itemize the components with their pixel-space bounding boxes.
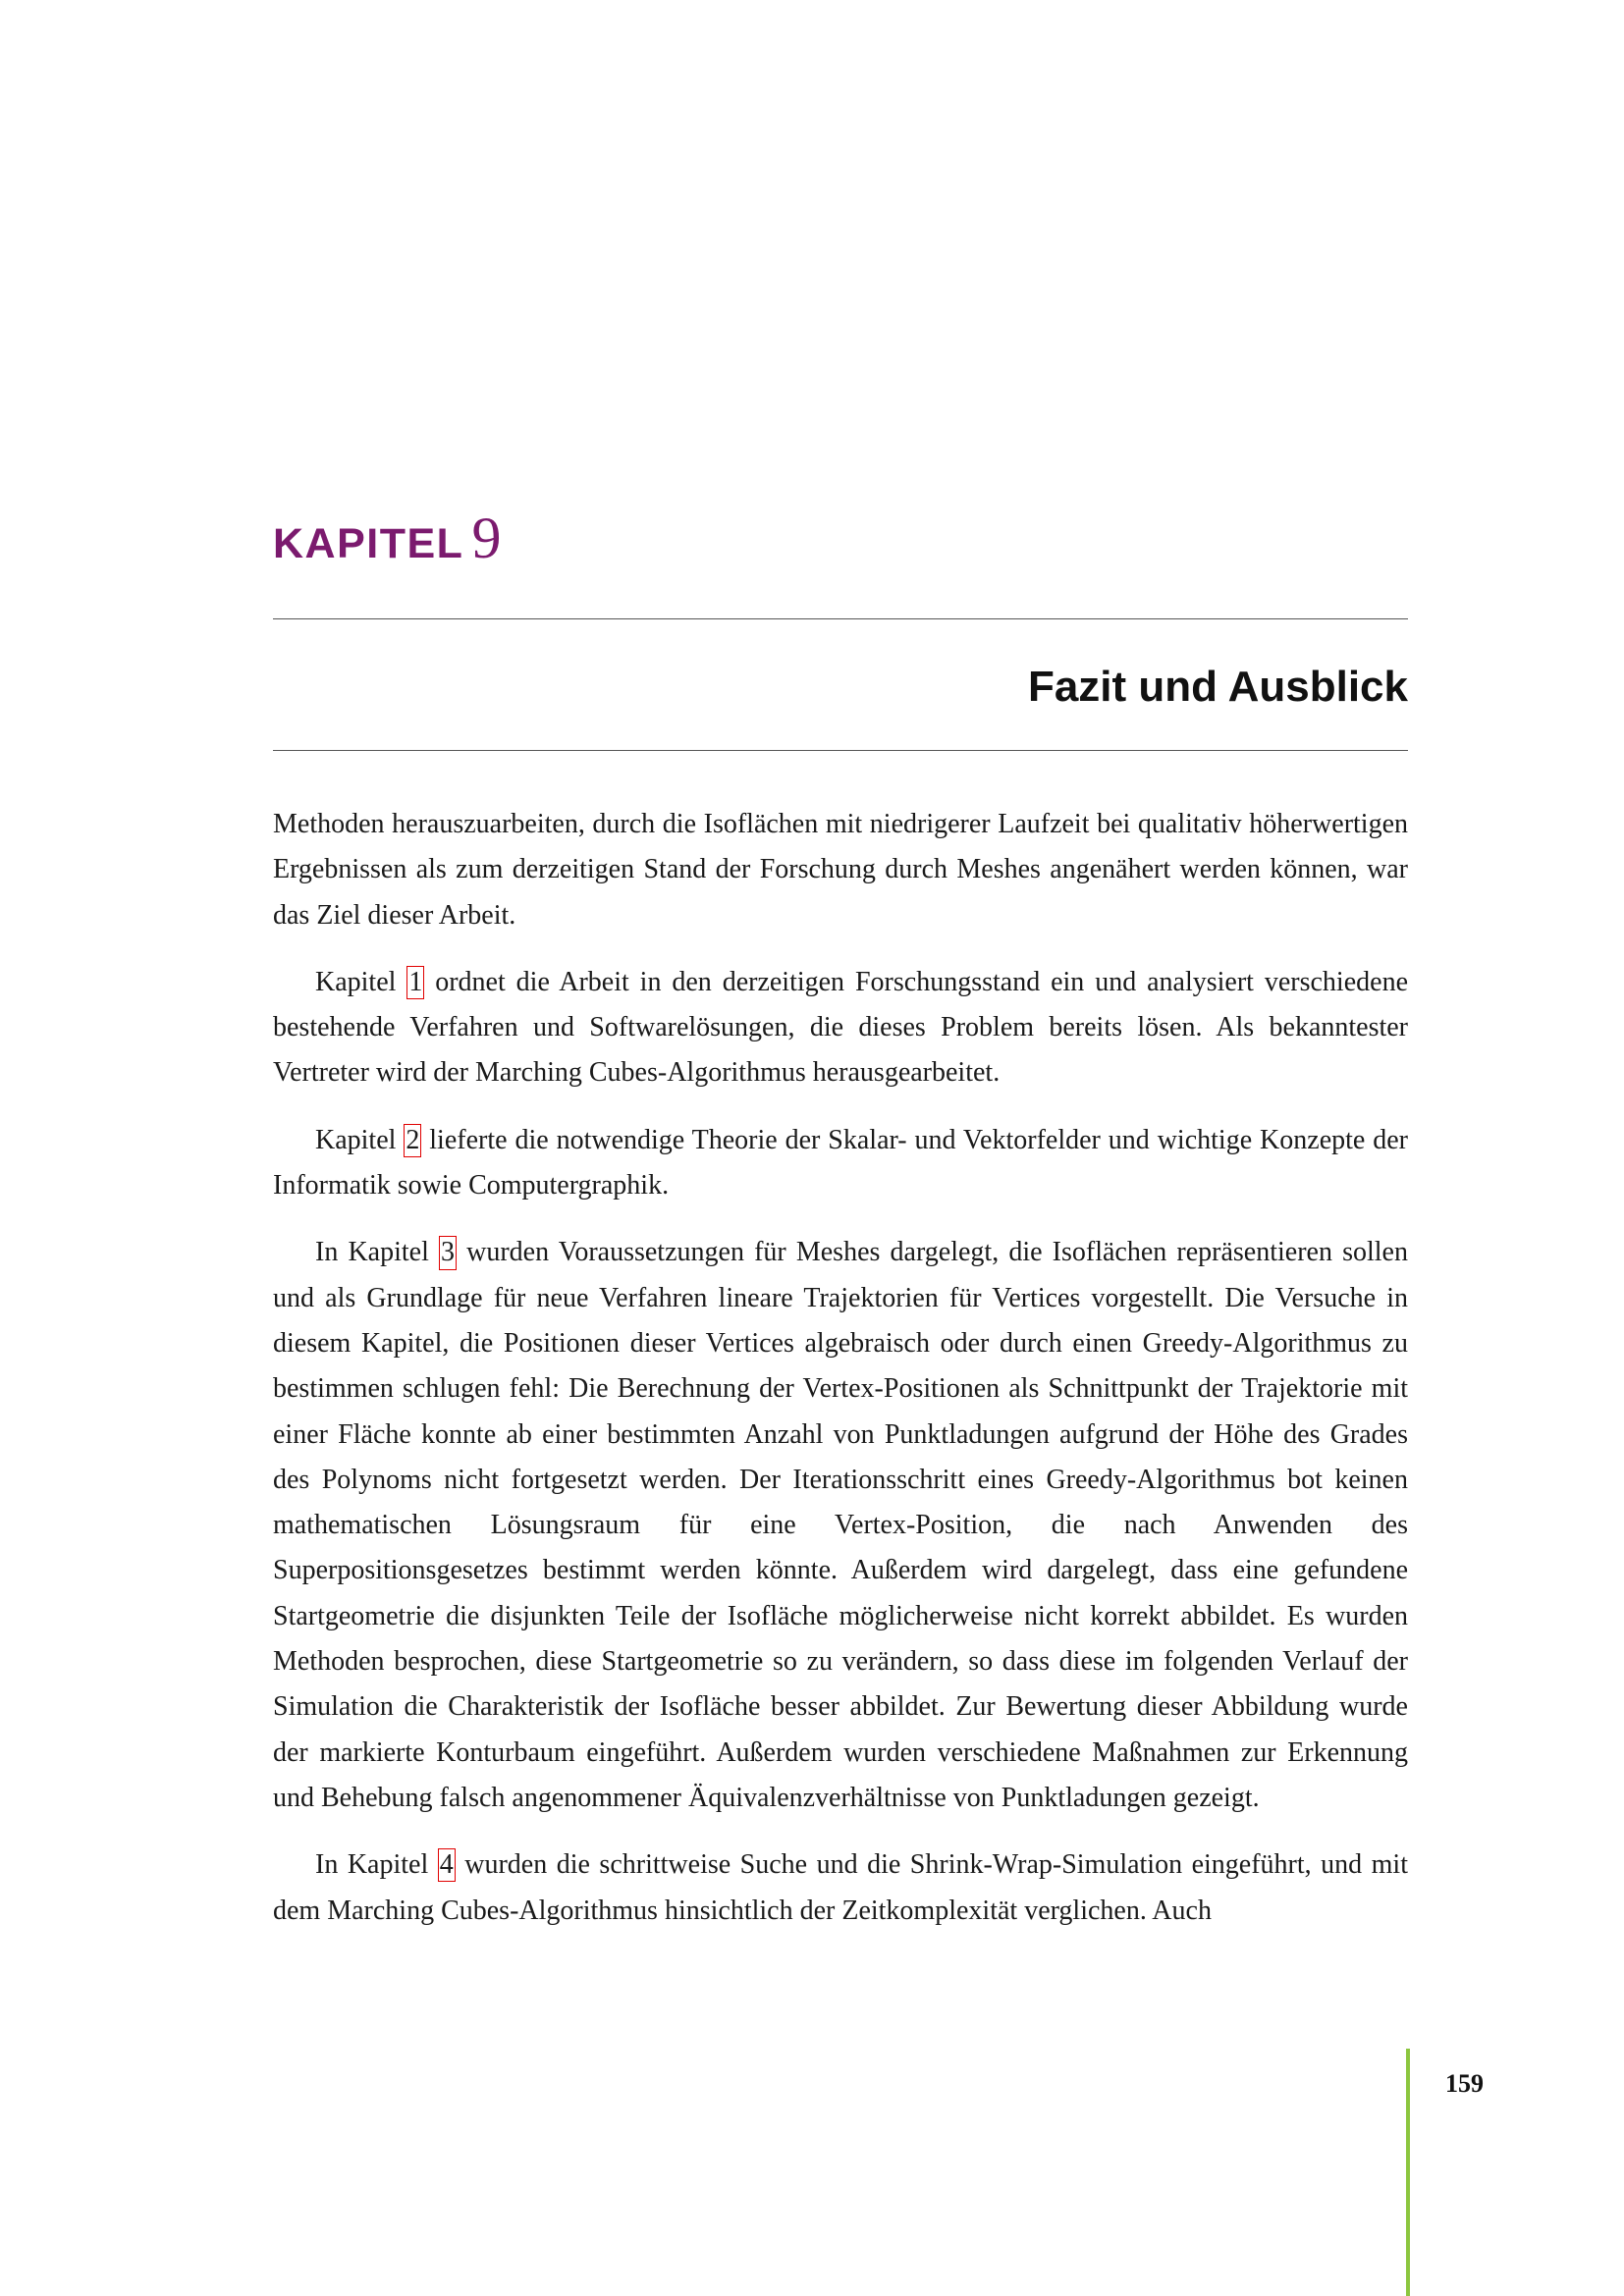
paragraph-text-post: lieferte die notwendige Theorie der Skalar- und Vektorfelder und wichtige Konzepte der Informatik sowie Computergraphik. <box>273 1124 1408 1201</box>
body-text <box>273 802 1408 1955</box>
chapter-ref-link-1[interactable]: 1 <box>406 966 424 999</box>
paragraph-text-post: wurden Voraussetzungen für Meshes dargelegt, die Isoflächen repräsentieren sollen und als Grundlage für neue Verfahren lineare Trajektorien für Vertices vorgestellt. Die Versuche in diesem Kapitel, die Positionen dieser Vertices algebraisch oder durch einen Greedy-Algorithmus zu bestimmen schlugen fehl: Die Berechnung der Vertex-Positionen als Schnittpunkt der Trajektorie mit einer Fläche konnte ab einer bestimmten Anzahl von Punktladungen aufgrund der Höhe des Grades des Polynoms nicht fortgesetzt werden. Der Iterationsschritt eines Greedy-Algorithmus bot keinen mathematischen Lösungsraum für eine Vertex-Position, die nach Anwenden des Superpositionsgesetzes bestimmt werden könnte. Außerdem wird dargelegt, dass eine gefundene Startgeometrie die disjunkten Teile der Isofläche möglicherweise nicht korrekt abbildet. Es wurden Methoden besprochen, diese Startgeometrie so zu verändern, so dass diese im folgenden Verlauf der Simulation die Charakteristik der Isofläche besser abbildet. Zur Bewertung dieser Abbildung wurde der markierte Konturbaum eingeführt. Außerdem wurden verschiedene Maßnahmen zur Erkennung und Behebung falsch angenommener Äquivalenzverhältnisse von Punktladungen gezeigt. <box>273 1237 1408 1813</box>
paragraph-chapter-4 <box>273 1842 1408 1934</box>
chapter-label <box>273 506 502 570</box>
chapter-title: Fazit und Ausblick <box>1027 663 1408 711</box>
paragraph-text-pre: Kapitel <box>315 966 407 997</box>
paragraph-text-post: ordnet die Arbeit in den derzeitigen Forschungsstand ein und analysiert verschiedene bestehende Verfahren und Softwarelösungen, die dieses Problem bereits lösen. Als bekanntester Vertreter wird der Marching Cubes-Algorithmus herausgearbeitet. <box>273 966 1408 1089</box>
paragraph-text-post: wurden die schrittweise Suche und die Shrink-Wrap-Simulation eingeführt, und mit dem Marching Cubes-Algorithmus hinsichtlich der Zeitkomplexität verglichen. Auch <box>273 1849 1408 1926</box>
margin-accent-bar <box>1406 2049 1410 2296</box>
chapter-ref-link-3[interactable]: 3 <box>439 1236 457 1269</box>
chapter-ref-link-4[interactable]: 4 <box>438 1848 456 1882</box>
paragraph-chapter-2 <box>273 1118 1408 1209</box>
chapter-rule-top <box>273 618 1408 619</box>
page-number: 159 <box>1445 2069 1484 2098</box>
paragraph-intro: Methoden herauszuarbeiten, durch die Isoflächen mit niedrigerer Laufzeit bei qualitativ höherwertigen Ergebnissen als zum derzeitigen Stand der Forschung durch Meshes angenähert werden können, war das Ziel dieser Arbeit. <box>273 809 1408 931</box>
paragraph-chapter-3 <box>273 1230 1408 1821</box>
paragraph-chapter-1 <box>273 960 1408 1096</box>
paragraph-text-pre: Kapitel <box>315 1124 405 1155</box>
paragraph-text-pre: In Kapitel <box>315 1237 439 1268</box>
chapter-ref-link-2[interactable]: 2 <box>404 1124 421 1157</box>
chapter-number: 9 <box>471 506 502 570</box>
chapter-label-word: KAPITEL <box>273 520 464 567</box>
chapter-rule-bottom <box>273 750 1408 751</box>
paragraph-text-pre: In Kapitel <box>315 1849 438 1881</box>
